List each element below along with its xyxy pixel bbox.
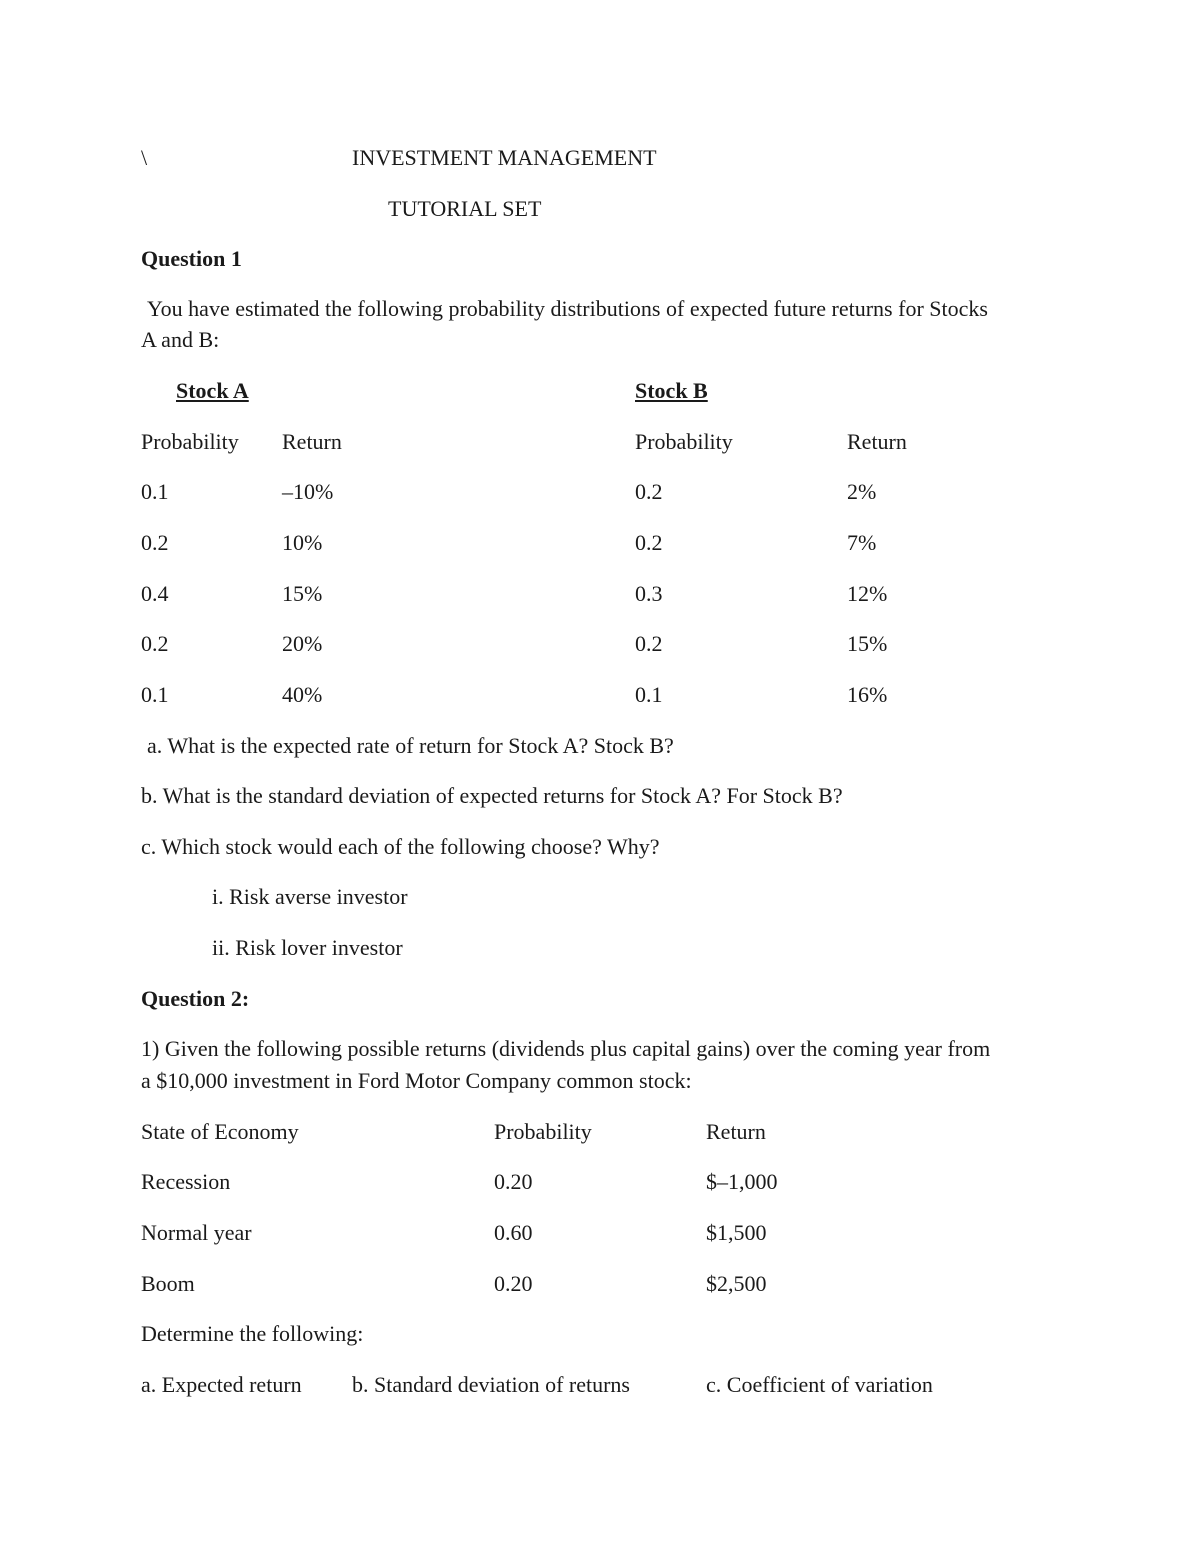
stock-a-probability-header: Probability <box>141 429 239 454</box>
question-1c-ii: ii. Risk lover investor <box>212 935 403 960</box>
return-cell: $2,500 <box>706 1271 767 1296</box>
question-1-intro-line-1: You have estimated the following probability distributions of expected future returns for Stocks <box>147 296 988 321</box>
part-c-coefficient-of-variation: c. Coefficient of variation <box>706 1372 933 1397</box>
stock-b-probability-cell: 0.2 <box>635 631 663 656</box>
part-b-standard-deviation: b. Standard deviation of returns <box>352 1372 630 1397</box>
question-1c-i: i. Risk averse investor <box>212 884 408 909</box>
stock-b-return-header: Return <box>847 429 907 454</box>
state-header: State of Economy <box>141 1119 299 1144</box>
stock-a-probability-cell: 0.2 <box>141 631 169 656</box>
question-1b: b. What is the standard deviation of expected returns for Stock A? For Stock B? <box>141 783 843 808</box>
stock-a-return-cell: 40% <box>282 682 323 707</box>
document-title: INVESTMENT MANAGEMENT <box>352 145 657 170</box>
stock-b-return-cell: 15% <box>847 631 888 656</box>
question-1-heading: Question 1 <box>141 246 242 271</box>
stock-a-probability-cell: 0.1 <box>141 682 169 707</box>
probability-cell: 0.20 <box>494 1271 533 1296</box>
state-cell: Normal year <box>141 1220 252 1245</box>
return-cell: $1,500 <box>706 1220 767 1245</box>
stock-a-probability-cell: 0.2 <box>141 530 169 555</box>
probability-cell: 0.20 <box>494 1169 533 1194</box>
part-a-expected-return: a. Expected return <box>141 1372 302 1397</box>
stock-b-return-cell: 12% <box>847 581 888 606</box>
stock-b-title: Stock B <box>635 378 708 403</box>
stock-b-return-cell: 7% <box>847 530 877 555</box>
stock-a-return-cell: –10% <box>282 479 334 504</box>
question-1-intro-line-2: A and B: <box>141 327 220 352</box>
probability-header: Probability <box>494 1119 592 1144</box>
question-2-heading: Question 2: <box>141 986 250 1011</box>
question-2-intro-line-1: 1) Given the following possible returns (dividends plus capital gains) over the coming year from <box>141 1036 991 1061</box>
stock-a-return-header: Return <box>282 429 342 454</box>
stock-a-return-cell: 15% <box>282 581 323 606</box>
stock-a-title: Stock A <box>176 378 249 403</box>
stock-a-return-cell: 10% <box>282 530 323 555</box>
stock-b-probability-cell: 0.3 <box>635 581 663 606</box>
return-cell: $–1,000 <box>706 1169 778 1194</box>
determine-label: Determine the following: <box>141 1321 364 1346</box>
question-2-intro-line-2: a $10,000 investment in Ford Motor Company common stock: <box>141 1068 692 1093</box>
probability-cell: 0.60 <box>494 1220 533 1245</box>
stock-b-probability-cell: 0.2 <box>635 530 663 555</box>
stock-b-probability-cell: 0.1 <box>635 682 663 707</box>
question-1a: a. What is the expected rate of return for Stock A? Stock B? <box>147 733 674 758</box>
return-header: Return <box>706 1119 766 1144</box>
question-1c: c. Which stock would each of the following choose? Why? <box>141 834 660 859</box>
stock-b-probability-header: Probability <box>635 429 733 454</box>
stock-b-return-cell: 16% <box>847 682 888 707</box>
stock-a-probability-cell: 0.1 <box>141 479 169 504</box>
state-cell: Boom <box>141 1271 195 1296</box>
backslash-mark: \ <box>141 145 148 170</box>
document-subtitle: TUTORIAL SET <box>388 196 542 221</box>
stock-a-probability-cell: 0.4 <box>141 581 169 606</box>
stock-b-probability-cell: 0.2 <box>635 479 663 504</box>
stock-b-return-cell: 2% <box>847 479 877 504</box>
stock-a-return-cell: 20% <box>282 631 323 656</box>
state-cell: Recession <box>141 1169 231 1194</box>
